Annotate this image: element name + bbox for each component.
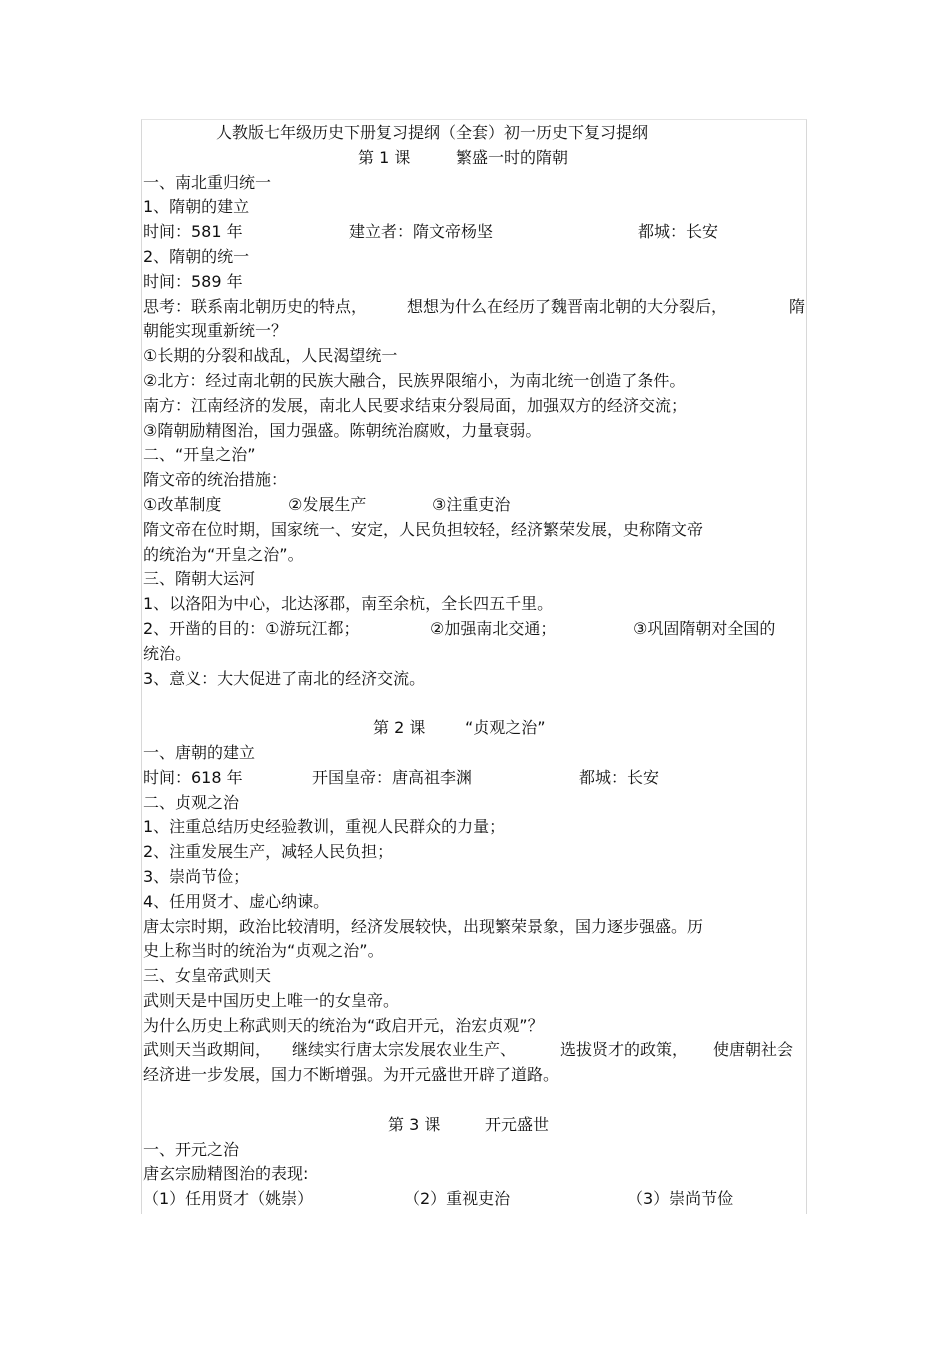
paragraph-line: 1、以洛阳为中心，北达涿郡，南至余杭，全长四五千里。: [143, 594, 554, 614]
section-heading: 一、南北重归统一: [143, 172, 272, 192]
lesson1-name: 繁盛一时的隋朝: [456, 147, 569, 167]
paragraph-line: ③隋朝励精图治，国力强盛。陈朝统治腐败，力量衰弱。: [143, 420, 542, 440]
answer-line: 武则天当政期间， 继续实行唐太宗发展农业生产、 选拔贤才的政策， 使唐朝社会: [143, 1040, 794, 1060]
paragraph-line: 统治。: [143, 643, 192, 663]
measure-row: ①改革制度 ②发展生产 ③注重吏治: [143, 494, 511, 514]
paragraph-line: 2、注重发展生产，减轻人民负担；: [143, 842, 394, 862]
lesson1-number: 第 1 课: [358, 147, 411, 167]
paragraph-line: 1、注重总结历史经验教训，重视人民群众的力量；: [143, 817, 506, 837]
lesson2-name: “贞观之治”: [465, 718, 546, 738]
section-heading: 三、隋朝大运河: [143, 569, 256, 589]
paragraph-line: 3、意义：大大促进了南北的经济交流。: [143, 668, 426, 688]
lesson1-heading: [143, 146, 805, 171]
paragraph-line: ②北方：经过南北朝的民族大融合，民族界限缩小，为南北统一创造了条件。: [143, 370, 686, 390]
paragraph-line: 南方：江南经济的发展，南北人民要求结束分裂局面，加强双方的经济交流；: [143, 395, 688, 415]
document-body: [143, 121, 805, 1212]
section-heading: 一、唐朝的建立: [143, 742, 256, 762]
section-heading: 二、“开皇之治”: [143, 445, 256, 465]
fact-row: 时间：589 年: [143, 271, 243, 291]
section-heading: 一、开元之治: [143, 1139, 240, 1159]
lesson3-name: 开元盛世: [485, 1114, 550, 1134]
paragraph-line: 朝能实现重新统一？: [143, 321, 288, 341]
fact-row: 时间：618 年 开国皇帝：唐高祖李渊 都城：长安: [143, 767, 660, 787]
paragraph-line: 隋文帝的统治措施：: [143, 470, 288, 490]
paragraph-line: 史上称当时的统治为“贞观之治”。: [143, 941, 384, 961]
purpose-row: 2、开凿的目的：①游玩江都； ②加强南北交通； ③巩固隋朝对全国的: [143, 618, 776, 638]
section-heading: 二、贞观之治: [143, 792, 240, 812]
question-line: 为什么历史上称武则天的统治为“政启开元，治宏贞观”？: [143, 1015, 544, 1035]
paragraph-line: 4、任用贤才、虚心纳谏。: [143, 891, 330, 911]
paragraph-line: 唐玄宗励精图治的表现:: [143, 1164, 309, 1184]
paragraph-line: 隋文帝在位时期，国家统一、安定，人民负担较轻，经济繁荣发展，史称隋文帝: [143, 519, 704, 539]
lesson3-heading: [143, 1113, 805, 1138]
item-row: （1）任用贤才（姚崇） （2）重视吏治 （3）崇尚节俭: [143, 1189, 734, 1209]
question-line: 思考：联系南北朝历史的特点， 想想为什么在经历了魏晋南北朝的大分裂后， 隋: [143, 296, 806, 316]
fact-row: 时间：581 年 建立者：隋文帝杨坚 都城：长安: [143, 222, 719, 242]
subsection-heading: 2、隋朝的统一: [143, 246, 250, 266]
section-heading: 三、女皇帝武则天: [143, 966, 272, 986]
lesson3-number: 第 3 课: [388, 1114, 441, 1134]
lesson2-number: 第 2 课: [373, 718, 426, 738]
document-title: 人教版七年级历史下册复习提纲（全套）初一历史下复习提纲: [216, 123, 649, 142]
lesson2-heading: [143, 716, 805, 741]
paragraph-line: 的统治为“开皇之治”。: [143, 544, 304, 564]
subsection-heading: 1、隋朝的建立: [143, 197, 250, 217]
paragraph-line: 武则天是中国历史上唯一的女皇帝。: [143, 990, 400, 1010]
paragraph-line: 经济进一步发展，国力不断增强。为开元盛世开辟了道路。: [143, 1065, 560, 1085]
paragraph-line: ①长期的分裂和战乱，人民渴望统一: [143, 346, 398, 366]
paragraph-line: 3、崇尚节俭；: [143, 866, 250, 886]
paragraph-line: 唐太宗时期，政治比较清明，经济发展较快，出现繁荣景象，国力逐步强盛。历: [143, 916, 704, 936]
